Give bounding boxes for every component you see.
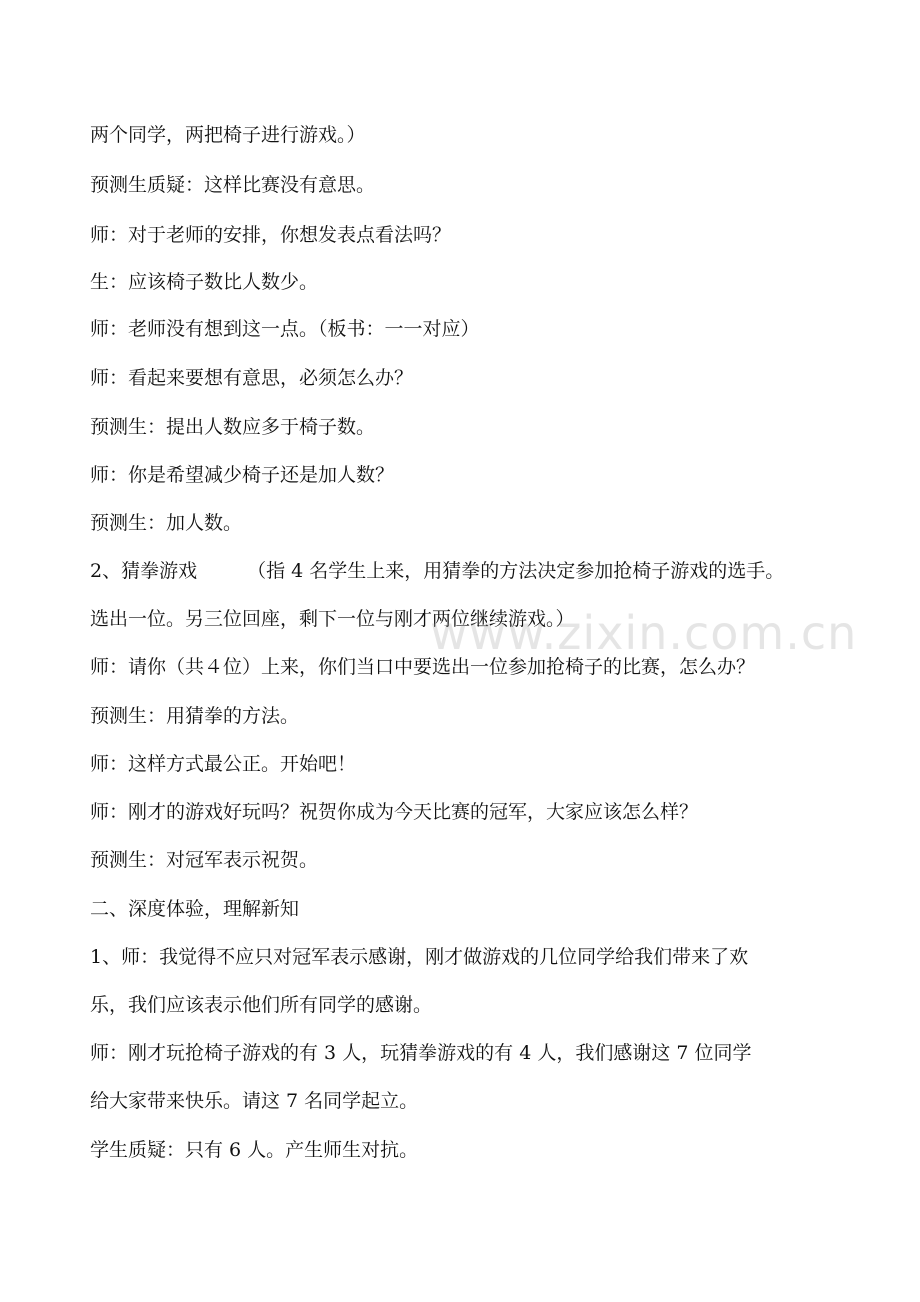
section-heading-2: 二、深度体验，理解新知	[90, 898, 300, 920]
text-line-13: 预测生：用猜拳的方法。	[90, 705, 300, 727]
section-heading-guessing-game: 2、猜拳游戏	[90, 560, 198, 582]
text-line-6: 师：看起来要想有意思，必须怎么办？	[90, 367, 414, 389]
text-line-1: 两个同学，两把椅子进行游戏。）	[90, 124, 366, 146]
watermark: www.zixin.com.cn	[430, 606, 858, 660]
text-line-10	[90, 558, 850, 584]
section-note: （指 4 名学生上来，用猜拳的方法决定参加抢椅子游戏的选手。	[247, 560, 785, 582]
text-line-9: 预测生：加人数。	[90, 512, 243, 534]
text-line-11: 选出一位。另三位回座，剩下一位与刚才两位继续游戏。）	[90, 608, 575, 630]
text-line-4: 生：应该椅子数比人数少。	[90, 271, 319, 293]
text-line-5: 师：老师没有想到这一点。（板书：一一对应）	[90, 318, 480, 340]
text-line-3: 师：对于老师的安排，你想发表点看法吗？	[90, 224, 452, 246]
text-line-7: 预测生：提出人数应多于椅子数。	[90, 416, 376, 438]
text-line-18: 1、师：我觉得不应只对冠军表示感谢，刚才做游戏的几位同学给我们带来了欢	[90, 946, 749, 968]
text-line-19: 乐，我们应该表示他们所有同学的感谢。	[90, 994, 433, 1016]
text-line-16: 预测生：对冠军表示祝贺。	[90, 849, 319, 871]
text-line-12: 师：请你（共４位）上来，你们当口中要选出一位参加抢椅子的比赛，怎么办？	[90, 656, 756, 678]
text-line-21: 给大家带来快乐。请这 7 名同学起立。	[90, 1090, 419, 1112]
text-line-22: 学生质疑：只有 6 人。产生师生对抗。	[90, 1139, 419, 1161]
text-line-20: 师：刚才玩抢椅子游戏的有 3 人，玩猜拳游戏的有 4 人，我们感谢这 7 位同学	[90, 1042, 752, 1064]
text-line-8: 师：你是希望减少椅子还是加人数？	[90, 464, 395, 486]
text-line-14: 师：这样方式最公正。开始吧！	[90, 753, 357, 775]
text-line-2: 预测生质疑：这样比赛没有意思。	[90, 174, 376, 196]
text-line-15: 师：刚才的游戏好玩吗？祝贺你成为今天比赛的冠军，大家应该怎么样？	[90, 801, 699, 823]
